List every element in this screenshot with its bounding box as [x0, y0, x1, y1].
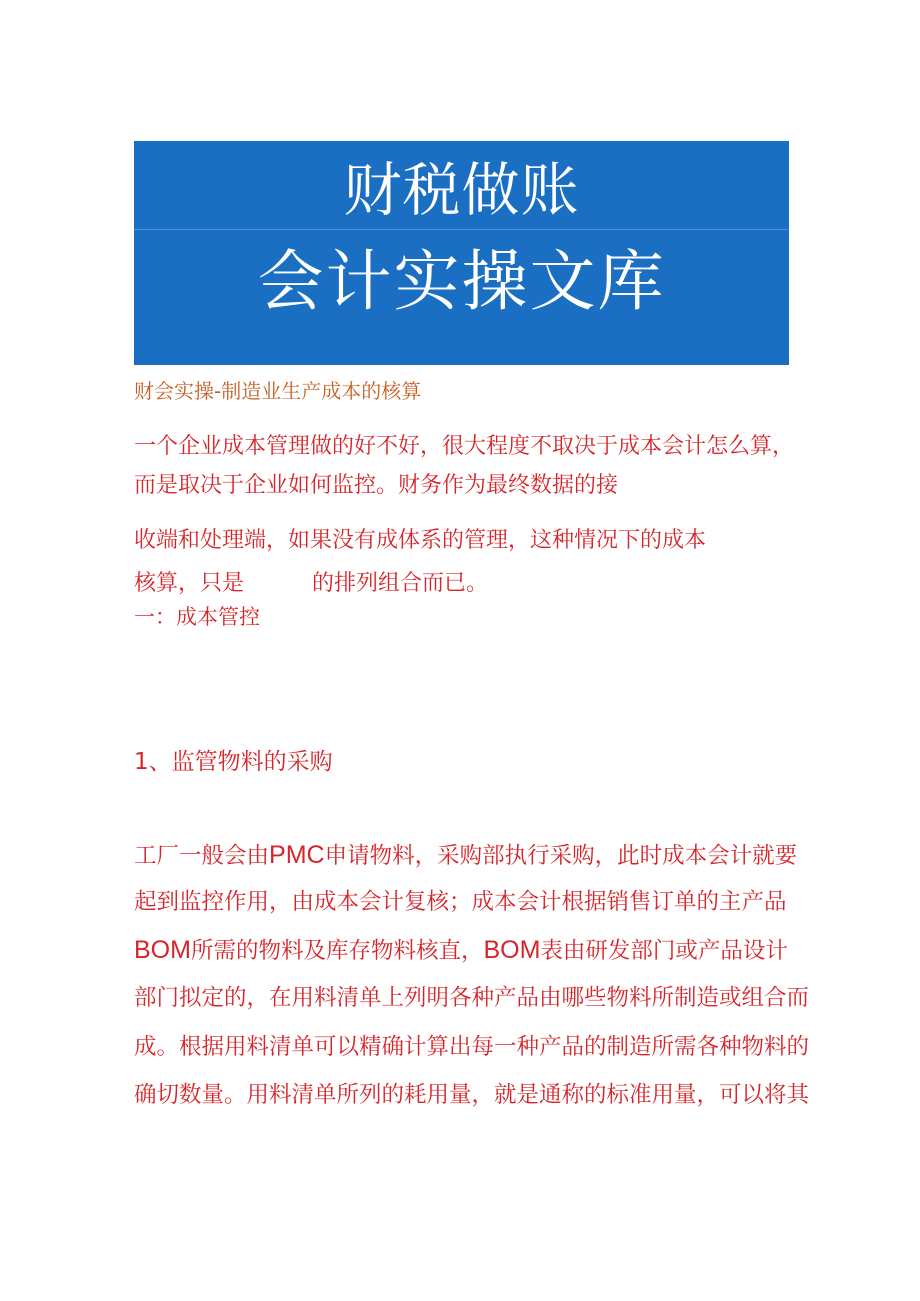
pmc-term: PMC	[269, 841, 325, 869]
body-line-1-a: 工厂一般会由	[134, 843, 270, 869]
banner-divider	[134, 229, 789, 230]
title-banner	[134, 141, 789, 365]
intro-line-1: 一个企业成本管理做的好不好，很大程度不取决于成本会计怎么算，	[134, 434, 795, 459]
body-line-1	[134, 843, 797, 868]
bom-term-1: BOM	[134, 936, 191, 964]
banner-title-line-2: 会计实操文库	[257, 243, 666, 320]
body-line-2: 起到监控作用，由成本会计复核；成本会计根据销售订单的主产品	[134, 889, 787, 915]
intro-line-2: 而是取决于企业如何监控。财务作为最终数据的接	[134, 473, 619, 498]
body-line-1-b: 申请物料，采购部执行采购，此时成本会计就要	[324, 843, 798, 869]
intro-line-4a: 核算，只是	[134, 571, 245, 596]
document-subtitle: 财会实操-制造业生产成本的核算	[134, 379, 422, 403]
body-line-3-a: 所需的物料及库存物料核直，	[190, 938, 484, 964]
body-line-3	[134, 938, 788, 963]
section-heading: 一：成本管控	[134, 605, 260, 629]
body-line-3-b: 表由研发部门或产品设计	[540, 938, 788, 964]
banner-title-line-1: 财税做账	[343, 156, 580, 224]
intro-line-3: 收端和处理端，如果没有成体系的管理，这种情况下的成本	[134, 528, 707, 553]
body-line-4: 部门拟定的，在用料清单上列明各种产品由哪些物料所制造或组合而	[134, 985, 810, 1011]
body-line-5: 成。根据用料清单可以精确计算出每一种产品的制造所需各种物料的	[134, 1034, 810, 1060]
intro-line-4b: 的排列组合而已。	[312, 571, 489, 596]
bom-term-2: BOM	[483, 936, 541, 964]
body-line-6: 确切数量。用料清单所列的耗用量，就是通称的标准用量，可以将其	[134, 1082, 810, 1108]
subsection-heading: 1、监管物料的采购	[134, 749, 333, 775]
